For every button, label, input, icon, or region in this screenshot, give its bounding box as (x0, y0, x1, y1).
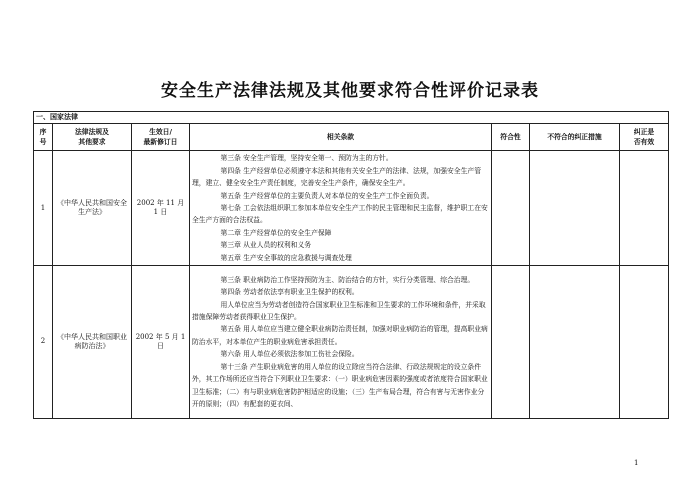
table-row (34, 151, 669, 266)
row-law-name: 《中华人民共和国安全生产法》 (53, 151, 132, 266)
clause-text: 第五条 生产经营单位的主要负责人对本单位的安全生产工作全面负责。 (220, 191, 434, 200)
row-corrective-action (530, 266, 620, 419)
clause-text: 第六条 用人单位必须依法参加工伤社会保险。 (220, 350, 359, 359)
header-date: 生效日/ 最新修订日 (132, 124, 190, 151)
clause-text: 第三章 从业人员的权利和义务 (220, 241, 312, 250)
row-clauses (190, 266, 492, 419)
clause-text: 用人单位应当为劳动者创造符合国家职业卫生标准和卫生要求的工作环境和条件，并采取措施保障劳动者获得职业卫生保护。 (192, 300, 486, 322)
header-verification: 纠正是 否有效 (620, 124, 669, 151)
header-seq: 序 号 (34, 124, 53, 151)
row-verification (620, 151, 669, 266)
header-corrective-action: 不符合的纠正措施 (530, 124, 620, 151)
row-seq: 1 (34, 151, 53, 266)
section-heading: 一、国家法律 (34, 112, 669, 124)
row-conformity (492, 151, 530, 266)
row-effective-date: 2002 年 11 月 1 日 (132, 151, 190, 266)
table-header-row (34, 124, 669, 151)
page-number: 1 (634, 459, 639, 467)
header-law: 法律法规及 其他要求 (53, 124, 132, 151)
section-row (34, 112, 669, 124)
row-verification (620, 266, 669, 419)
clause-text: 第三条 职业病防治工作坚持预防为主、防治结合的方针，实行分类管理、综合治理。 (220, 275, 475, 284)
row-conformity (492, 266, 530, 419)
clause-text: 第七条 工会依法组织职工参加本单位安全生产工作的民主管理和民主监督，维护职工在安全生产方面的合法权益。 (192, 204, 488, 225)
header-clauses: 相关条款 (190, 124, 492, 151)
clause-text: 第三条 安全生产管理，坚持安全第一、预防为主的方针。 (220, 154, 393, 163)
header-conformity: 符合性 (492, 124, 530, 151)
clause-text: 第五条 用人单位应当建立健全职业病防治责任制，加强对职业病防治的管理，提高职业病防治水平，对本单位产生的职业病危害承担责任。 (192, 325, 488, 346)
clause-text: 第四条 生产经营单位必须遵守本法和其他有关安全生产的法律、法规，加强安全生产管理，建立、健全安全生产责任制度，完善安全生产条件，确保安全生产。 (192, 166, 481, 188)
row-corrective-action (530, 151, 620, 266)
clause-text: 第二章 生产经营单位的安全生产保障 (220, 228, 332, 237)
table-row (34, 266, 669, 419)
row-clauses (190, 151, 492, 266)
clause-text: 第十三条 产生职业病危害的用人单位的设立除应当符合法律、行政法规规定的设立条件外，其工作场所还应当符合下列职业卫生要求：（一）职业病危害因素的强度或者浓度符合国家职业卫生标准；（二）有与职业病危害防护相适应的设施；（三）生产布局合理，符合有害与无害作业分开的原则；（四）有配套的更衣间、 (192, 362, 488, 408)
clause-text: 第五章 生产安全事故的应急救援与调查处理 (220, 253, 352, 262)
row-effective-date: 2002 年 5 月 1 日 (132, 266, 190, 419)
row-seq: 2 (34, 266, 53, 419)
row-law-name: 《中华人民共和国职业病防治法》 (53, 266, 132, 419)
clause-text: 第四条 劳动者依法享有职业卫生保护的权利。 (220, 288, 359, 297)
compliance-record-table (33, 111, 669, 419)
document-title: 安全生产法律法规及其他要求符合性评价记录表 (161, 81, 539, 101)
